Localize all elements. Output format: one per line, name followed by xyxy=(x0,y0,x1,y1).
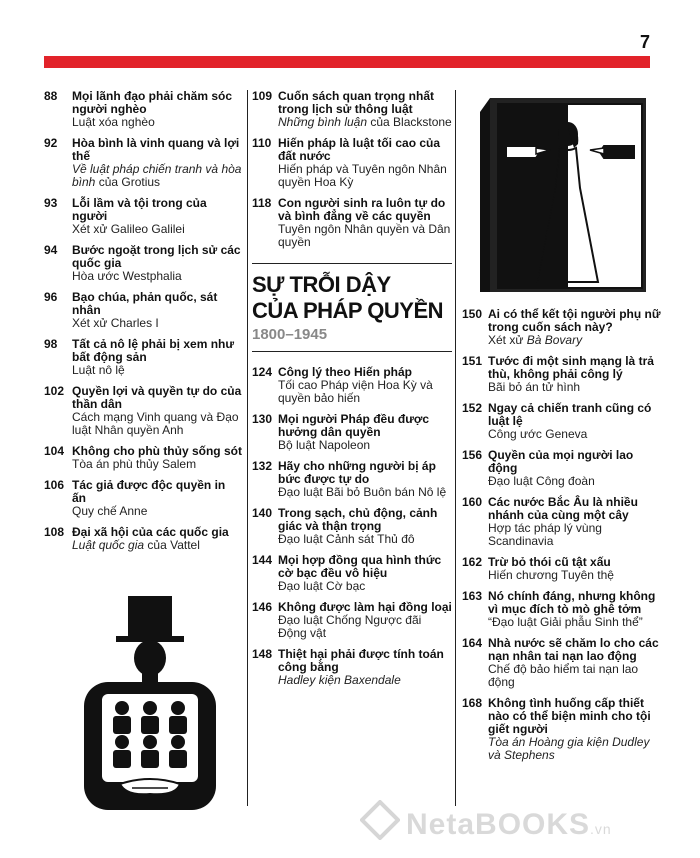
toc-entry-subtitle-text: của Blackstone xyxy=(367,115,452,129)
toc-entry-subtitle xyxy=(72,116,242,129)
toc-entry-subtitle xyxy=(278,223,452,249)
toc-entry-subtitle-text: Hợp tác pháp lý vùng Scandinavia xyxy=(488,521,602,548)
toc-entry-subtitle xyxy=(488,736,662,762)
toc-entry-subtitle-text: Bộ luật Napoleon xyxy=(278,438,371,452)
toc-entry xyxy=(462,697,662,762)
toc-entry-subtitle-italic: Những bình luận xyxy=(278,115,368,129)
toc-entry-subtitle xyxy=(278,533,452,546)
toc-entry-subtitle-text: Bãi bỏ án tử hình xyxy=(488,380,581,394)
toc-entry-subtitle-text: Luật xóa nghèo xyxy=(72,115,155,129)
toc-entry xyxy=(252,197,452,249)
toc-entry-title: Tất cả nô lệ phải bị xem như bất động sản xyxy=(72,337,235,364)
toc-entry-subtitle-text: Xét xử xyxy=(488,333,527,347)
toc-entry-subtitle-text: Xét xử Galileo Galilei xyxy=(72,222,185,236)
toc-entry-subtitle xyxy=(278,379,452,405)
section-title-line2: CỦA PHÁP QUYỀN xyxy=(252,298,444,323)
toc-entry xyxy=(252,137,452,189)
toc-entry-title: Đại xã hội của các quốc gia xyxy=(72,525,229,539)
toc-entry xyxy=(462,590,662,629)
toc-entry-subtitle xyxy=(488,475,662,488)
toc-entry-subtitle xyxy=(72,539,242,552)
toc-entry-subtitle-text: “Đạo luật Giải phẫu Sinh thể” xyxy=(488,615,643,629)
top-hat-man-illustration xyxy=(80,596,220,810)
toc-entry-subtitle-italic: Luật quốc gia xyxy=(72,538,145,552)
toc-entry-subtitle-text: Công ước Geneva xyxy=(488,427,588,441)
toc-entry xyxy=(462,637,662,689)
column-divider xyxy=(455,90,456,806)
toc-entry-subtitle-text: Luật nô lệ xyxy=(72,363,125,377)
toc-page-number: 108 xyxy=(44,525,65,539)
toc-entry-subtitle-italic: Bà Bovary xyxy=(526,333,583,347)
toc-page-number: 164 xyxy=(462,636,483,650)
toc-entry-subtitle-text: của Grotius xyxy=(95,175,161,189)
toc-entry-subtitle xyxy=(72,317,242,330)
toc-entry-subtitle xyxy=(278,580,452,593)
toc-page-number: 168 xyxy=(462,696,483,710)
toc-entry-title: Hãy cho những người bị áp bức được tự do xyxy=(278,459,436,486)
toc-entry-subtitle-text: Hiến chương Tuyên thệ xyxy=(488,568,614,582)
toc-entry-subtitle-text: Đạo luật Bãi bỏ Buôn bán Nô lệ xyxy=(278,485,447,499)
toc-page-number: 104 xyxy=(44,444,65,458)
toc-entry xyxy=(44,197,242,236)
toc-entry xyxy=(44,137,242,189)
toc-entry-subtitle-text: Cách mạng Vinh quang và Đạo luật Nhân quyền Anh xyxy=(72,410,239,437)
toc-entry xyxy=(462,308,662,347)
toc-page-number: 162 xyxy=(462,555,483,569)
toc-entry-title: Quyền lợi và quyền tự do của thần dân xyxy=(72,384,242,411)
toc-entry-subtitle xyxy=(72,163,242,189)
toc-page-number: 160 xyxy=(462,495,483,509)
toc-page-number: 140 xyxy=(252,506,273,520)
toc-entry xyxy=(44,291,242,330)
toc-entry-title: Hòa bình là vinh quang và lợi thế xyxy=(72,136,240,163)
toc-entry-subtitle-text: Đạo luật Cờ bạc xyxy=(278,579,366,593)
toc-entry-subtitle-italic: Hadley kiện Baxendale xyxy=(278,673,401,687)
toc-page-number: 156 xyxy=(462,448,483,462)
toc-entry xyxy=(44,338,242,377)
toc-page-number: 92 xyxy=(44,136,58,150)
toc-page-number: 130 xyxy=(252,412,273,426)
toc-entry-title: Các nước Bắc Âu là nhiều nhánh của cùng một cây xyxy=(488,495,638,522)
toc-entry-subtitle xyxy=(488,569,662,582)
toc-entry-subtitle xyxy=(488,663,662,689)
toc-entry-title: Hiến pháp là luật tối cao của đất nước xyxy=(278,136,441,163)
section-years: 1800–1945 xyxy=(252,326,328,343)
toc-entry-subtitle xyxy=(72,364,242,377)
toc-entry-subtitle xyxy=(278,486,452,499)
toc-page-number: 109 xyxy=(252,89,273,103)
toc-entry-title: Tác giả được độc quyền in ấn xyxy=(72,478,226,505)
toc-page-number: 146 xyxy=(252,600,273,614)
toc-page-number: 102 xyxy=(44,384,65,398)
toc-page-number: 106 xyxy=(44,478,65,492)
toc-entry-title: Trong sạch, chủ động, cảnh giác và thận trọng xyxy=(278,506,438,533)
toc-entry xyxy=(44,90,242,129)
toc-entry xyxy=(44,526,242,552)
toc-entry-title: Bước ngoặt trong lịch sử các quốc gia xyxy=(72,243,241,270)
toc-entry-title: Trừ bỏ thói cũ tật xấu xyxy=(488,555,611,569)
section-header xyxy=(252,263,452,352)
toc-entry-subtitle xyxy=(278,614,452,640)
toc-entry xyxy=(462,449,662,488)
toc-entry-subtitle-text: Đạo luật Chống Ngược đãi Động vật xyxy=(278,613,422,640)
toc-entry xyxy=(462,355,662,394)
toc-entry xyxy=(252,648,452,687)
toc-entry-title: Quyền của mọi người lao động xyxy=(488,448,634,475)
toc-entry xyxy=(252,413,452,452)
toc-entry-title: Ngay cả chiến tranh cũng có luật lệ xyxy=(488,401,652,428)
toc-entry-title: Ai có thể kết tội người phụ nữ trong cuốn sách này? xyxy=(488,307,661,334)
toc-entry xyxy=(44,385,242,437)
toc-entry xyxy=(252,601,452,640)
toc-entry-title: Bạo chúa, phản quốc, sát nhân xyxy=(72,290,218,317)
toc-entry xyxy=(44,244,242,283)
netabooks-logo-icon xyxy=(360,800,400,840)
toc-entry-title: Nhà nước sẽ chăm lo cho các nạn nhân tai nạn lao động xyxy=(488,636,659,663)
toc-page-number: 163 xyxy=(462,589,483,603)
watermark-tld: .vn xyxy=(590,821,612,837)
toc-entry-subtitle-text: Đạo luật Công đoàn xyxy=(488,474,595,488)
toc-entry-title: Không tình huống cấp thiết nào có thể biện minh cho tội giết người xyxy=(488,696,651,736)
toc-column-1 xyxy=(44,90,242,560)
toc-entry-title: Mọi hợp đồng qua hình thức cờ bạc đều vô hiệu xyxy=(278,553,442,580)
toc-entry-subtitle xyxy=(278,116,452,129)
toc-entry-title: Mọi người Pháp đều được hưởng dân quyền xyxy=(278,412,430,439)
toc-entry-subtitle-text: của Vattel xyxy=(144,538,200,552)
header-red-bar xyxy=(44,56,650,68)
toc-page-number: 96 xyxy=(44,290,58,304)
toc-entry-title: Mọi lãnh đạo phải chăm sóc người nghèo xyxy=(72,89,233,116)
toc-entry-subtitle-text: Tuyên ngôn Nhân quyền và Dân quyền xyxy=(278,222,451,249)
toc-entry xyxy=(44,445,242,471)
toc-page-number: 151 xyxy=(462,354,483,368)
toc-entry-title: Lỗi lầm và tội trong của người xyxy=(72,196,207,223)
toc-entry xyxy=(44,479,242,518)
toc-entry-subtitle xyxy=(488,334,662,347)
toc-entry-title: Con người sinh ra luôn tự do và bình đẳng về các quyền xyxy=(278,196,446,223)
toc-entry xyxy=(252,507,452,546)
toc-page-number: 150 xyxy=(462,307,483,321)
column-divider xyxy=(247,90,248,806)
toc-entry-title: Không được làm hại đồng loại xyxy=(278,600,452,614)
toc-entry-subtitle-text: Hiến pháp và Tuyên ngôn Nhân quyền Hoa Kỳ xyxy=(278,162,447,189)
toc-entry xyxy=(252,554,452,593)
toc-page-number: 88 xyxy=(44,89,58,103)
toc-entry-subtitle xyxy=(72,458,242,471)
book-woman-illustration xyxy=(470,92,652,298)
toc-page-number: 110 xyxy=(252,136,272,150)
watermark xyxy=(406,808,612,848)
toc-entry-subtitle xyxy=(488,522,662,548)
toc-entry-title: Không cho phù thủy sống sót xyxy=(72,444,242,458)
toc-entry-title: Công lý theo Hiến pháp xyxy=(278,365,412,379)
toc-entry-subtitle-italic: Về luật pháp chiến tranh và hòa bình xyxy=(72,162,242,189)
toc-entry-subtitle-italic: Tòa án Hoàng gia kiện Dudley và Stephens xyxy=(488,735,650,762)
toc-entry xyxy=(252,460,452,499)
toc-page-number: 118 xyxy=(252,196,272,210)
toc-page-number: 124 xyxy=(252,365,273,379)
toc-entry-subtitle xyxy=(72,270,242,283)
toc-entry-subtitle-text: Tối cao Pháp viện Hoa Kỳ và quyền bảo hiến xyxy=(278,378,433,405)
toc-entry xyxy=(252,366,452,405)
watermark-brand: NetaBOOKS xyxy=(406,808,591,841)
toc-entry-subtitle xyxy=(488,616,662,629)
toc-entry-title: Nó chính đáng, nhưng không vì mục đích tò mò ghê tởm xyxy=(488,589,656,616)
toc-column-3 xyxy=(462,308,662,770)
toc-entry-subtitle xyxy=(278,674,452,687)
toc-page-number: 152 xyxy=(462,401,483,415)
toc-entry xyxy=(462,556,662,582)
toc-page-number: 94 xyxy=(44,243,58,257)
toc-page-number: 148 xyxy=(252,647,273,661)
toc-entry-subtitle-text: Hòa ước Westphalia xyxy=(72,269,182,283)
toc-entry-subtitle xyxy=(278,163,452,189)
toc-entry-title: Tước đi một sinh mạng là trả thù, không phải công lý xyxy=(488,354,654,381)
toc-entry-subtitle xyxy=(278,439,452,452)
toc-column-2 xyxy=(252,90,452,695)
toc-entry xyxy=(462,402,662,441)
section-title-line1: SỰ TRỖI DẬY xyxy=(252,272,391,297)
toc-entry-subtitle xyxy=(72,411,242,437)
toc-entry xyxy=(462,496,662,548)
toc-entry-subtitle xyxy=(488,381,662,394)
toc-page-number: 93 xyxy=(44,196,58,210)
toc-entry-subtitle xyxy=(72,505,242,518)
toc-entry xyxy=(252,90,452,129)
toc-entry-subtitle-text: Xét xử Charles I xyxy=(72,316,159,330)
toc-page-number: 132 xyxy=(252,459,273,473)
toc-page-number: 98 xyxy=(44,337,58,351)
toc-page-number: 144 xyxy=(252,553,273,567)
toc-entry-subtitle-text: Tòa án phù thủy Salem xyxy=(72,457,197,471)
toc-entry-subtitle-text: Chế độ bảo hiểm tai nạn lao động xyxy=(488,662,639,689)
toc-entry-subtitle xyxy=(72,223,242,236)
toc-entry-title: Thiệt hại phải được tính toán công bằng xyxy=(278,647,444,674)
toc-entry-subtitle-text: Quy chế Anne xyxy=(72,504,148,518)
toc-entry-title: Cuốn sách quan trọng nhất trong lịch sử thông luật xyxy=(278,89,434,116)
toc-entry-subtitle xyxy=(488,428,662,441)
page-number: 7 xyxy=(639,32,650,52)
toc-entry-subtitle-text: Đạo luật Cảnh sát Thủ đô xyxy=(278,532,415,546)
